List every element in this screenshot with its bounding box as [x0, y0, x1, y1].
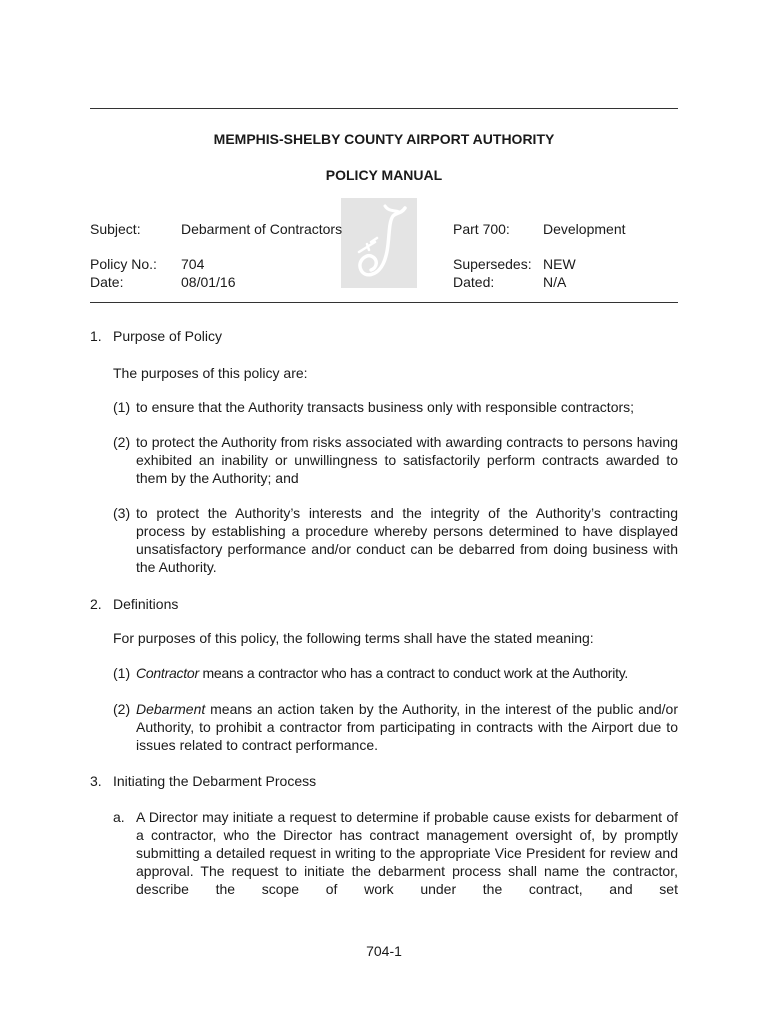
section-title: Purpose of Policy [113, 328, 222, 344]
part-label: Part 700: [453, 221, 510, 237]
subject-value: Debarment of Contractors [181, 221, 343, 237]
list-marker: (1) [113, 399, 131, 415]
list-item: to protect the Authority’s interests and the integrity of the Authority’s contracting process by establishing a procedure whereby persons determined to have displayed unsatisfactory performance and/or conduct can be debarred from doing business with the Authority. [136, 505, 678, 575]
page-number: 704-1 [366, 943, 402, 959]
authority-logo [341, 198, 417, 288]
list-marker: (2) [113, 701, 131, 717]
definition-text: means an action taken by the Authority, in the interest of the public and/or Authority, to prohibit a contractor from participating in contracts with the Airport due to issues related to contract performance. [136, 701, 678, 753]
list-marker: (1) [113, 665, 131, 681]
policy-no-label: Policy No.: [90, 256, 157, 272]
section-number: 3. [90, 773, 102, 789]
definition-term: Debarment [136, 701, 206, 717]
section-number: 1. [90, 328, 102, 344]
list-marker: (2) [113, 434, 131, 450]
definition-item [136, 700, 678, 754]
list-marker: (3) [113, 505, 131, 521]
date-label: Date: [90, 274, 124, 290]
supersedes-value: NEW [543, 256, 576, 272]
section-intro: For purposes of this policy, the following terms shall have the stated meaning: [113, 630, 594, 646]
supersedes-label: Supersedes: [453, 256, 532, 272]
dated-value: N/A [543, 274, 567, 290]
dated-label: Dated: [453, 274, 495, 290]
section-title: Definitions [113, 596, 179, 612]
list-item: to protect the Authority from risks associated with awarding contracts to persons having exhibited an inability or unwillingness to satisfactorily perform contracts awarded to them by the Authority; and [136, 434, 678, 486]
list-item: A Director may initiate a request to determine if probable cause exists for debarment of a contractor, who the Director has contract management oversight of, by promptly submitting a detailed request in writing to the appropriate Vice President for review and approval. The request to initiate the debarment process shall name the contractor, describe the scope of work under the contract, and set [136, 809, 678, 897]
section-title: Initiating the Debarment Process [113, 773, 317, 789]
subject-label: Subject: [90, 221, 141, 237]
definition-term: Contractor [136, 665, 199, 681]
section-intro: The purposes of this policy are: [113, 365, 308, 381]
definition-item [136, 664, 678, 682]
header-bottom-rule [90, 302, 678, 303]
policy-no-value: 704 [181, 256, 205, 272]
part-value: Development [543, 221, 626, 237]
organization-title: MEMPHIS-SHELBY COUNTY AIRPORT AUTHORITY [213, 131, 555, 147]
date-value: 08/01/16 [181, 274, 236, 290]
top-rule [90, 108, 678, 109]
list-item: to ensure that the Authority transacts business only with responsible contractors; [136, 399, 635, 415]
airport-logo-icon [341, 198, 417, 288]
definition-text: means a contractor who has a contract to conduct work at the Authority. [198, 665, 629, 681]
list-marker: a. [113, 809, 125, 825]
section-number: 2. [90, 596, 102, 612]
manual-title: POLICY MANUAL [325, 167, 443, 183]
